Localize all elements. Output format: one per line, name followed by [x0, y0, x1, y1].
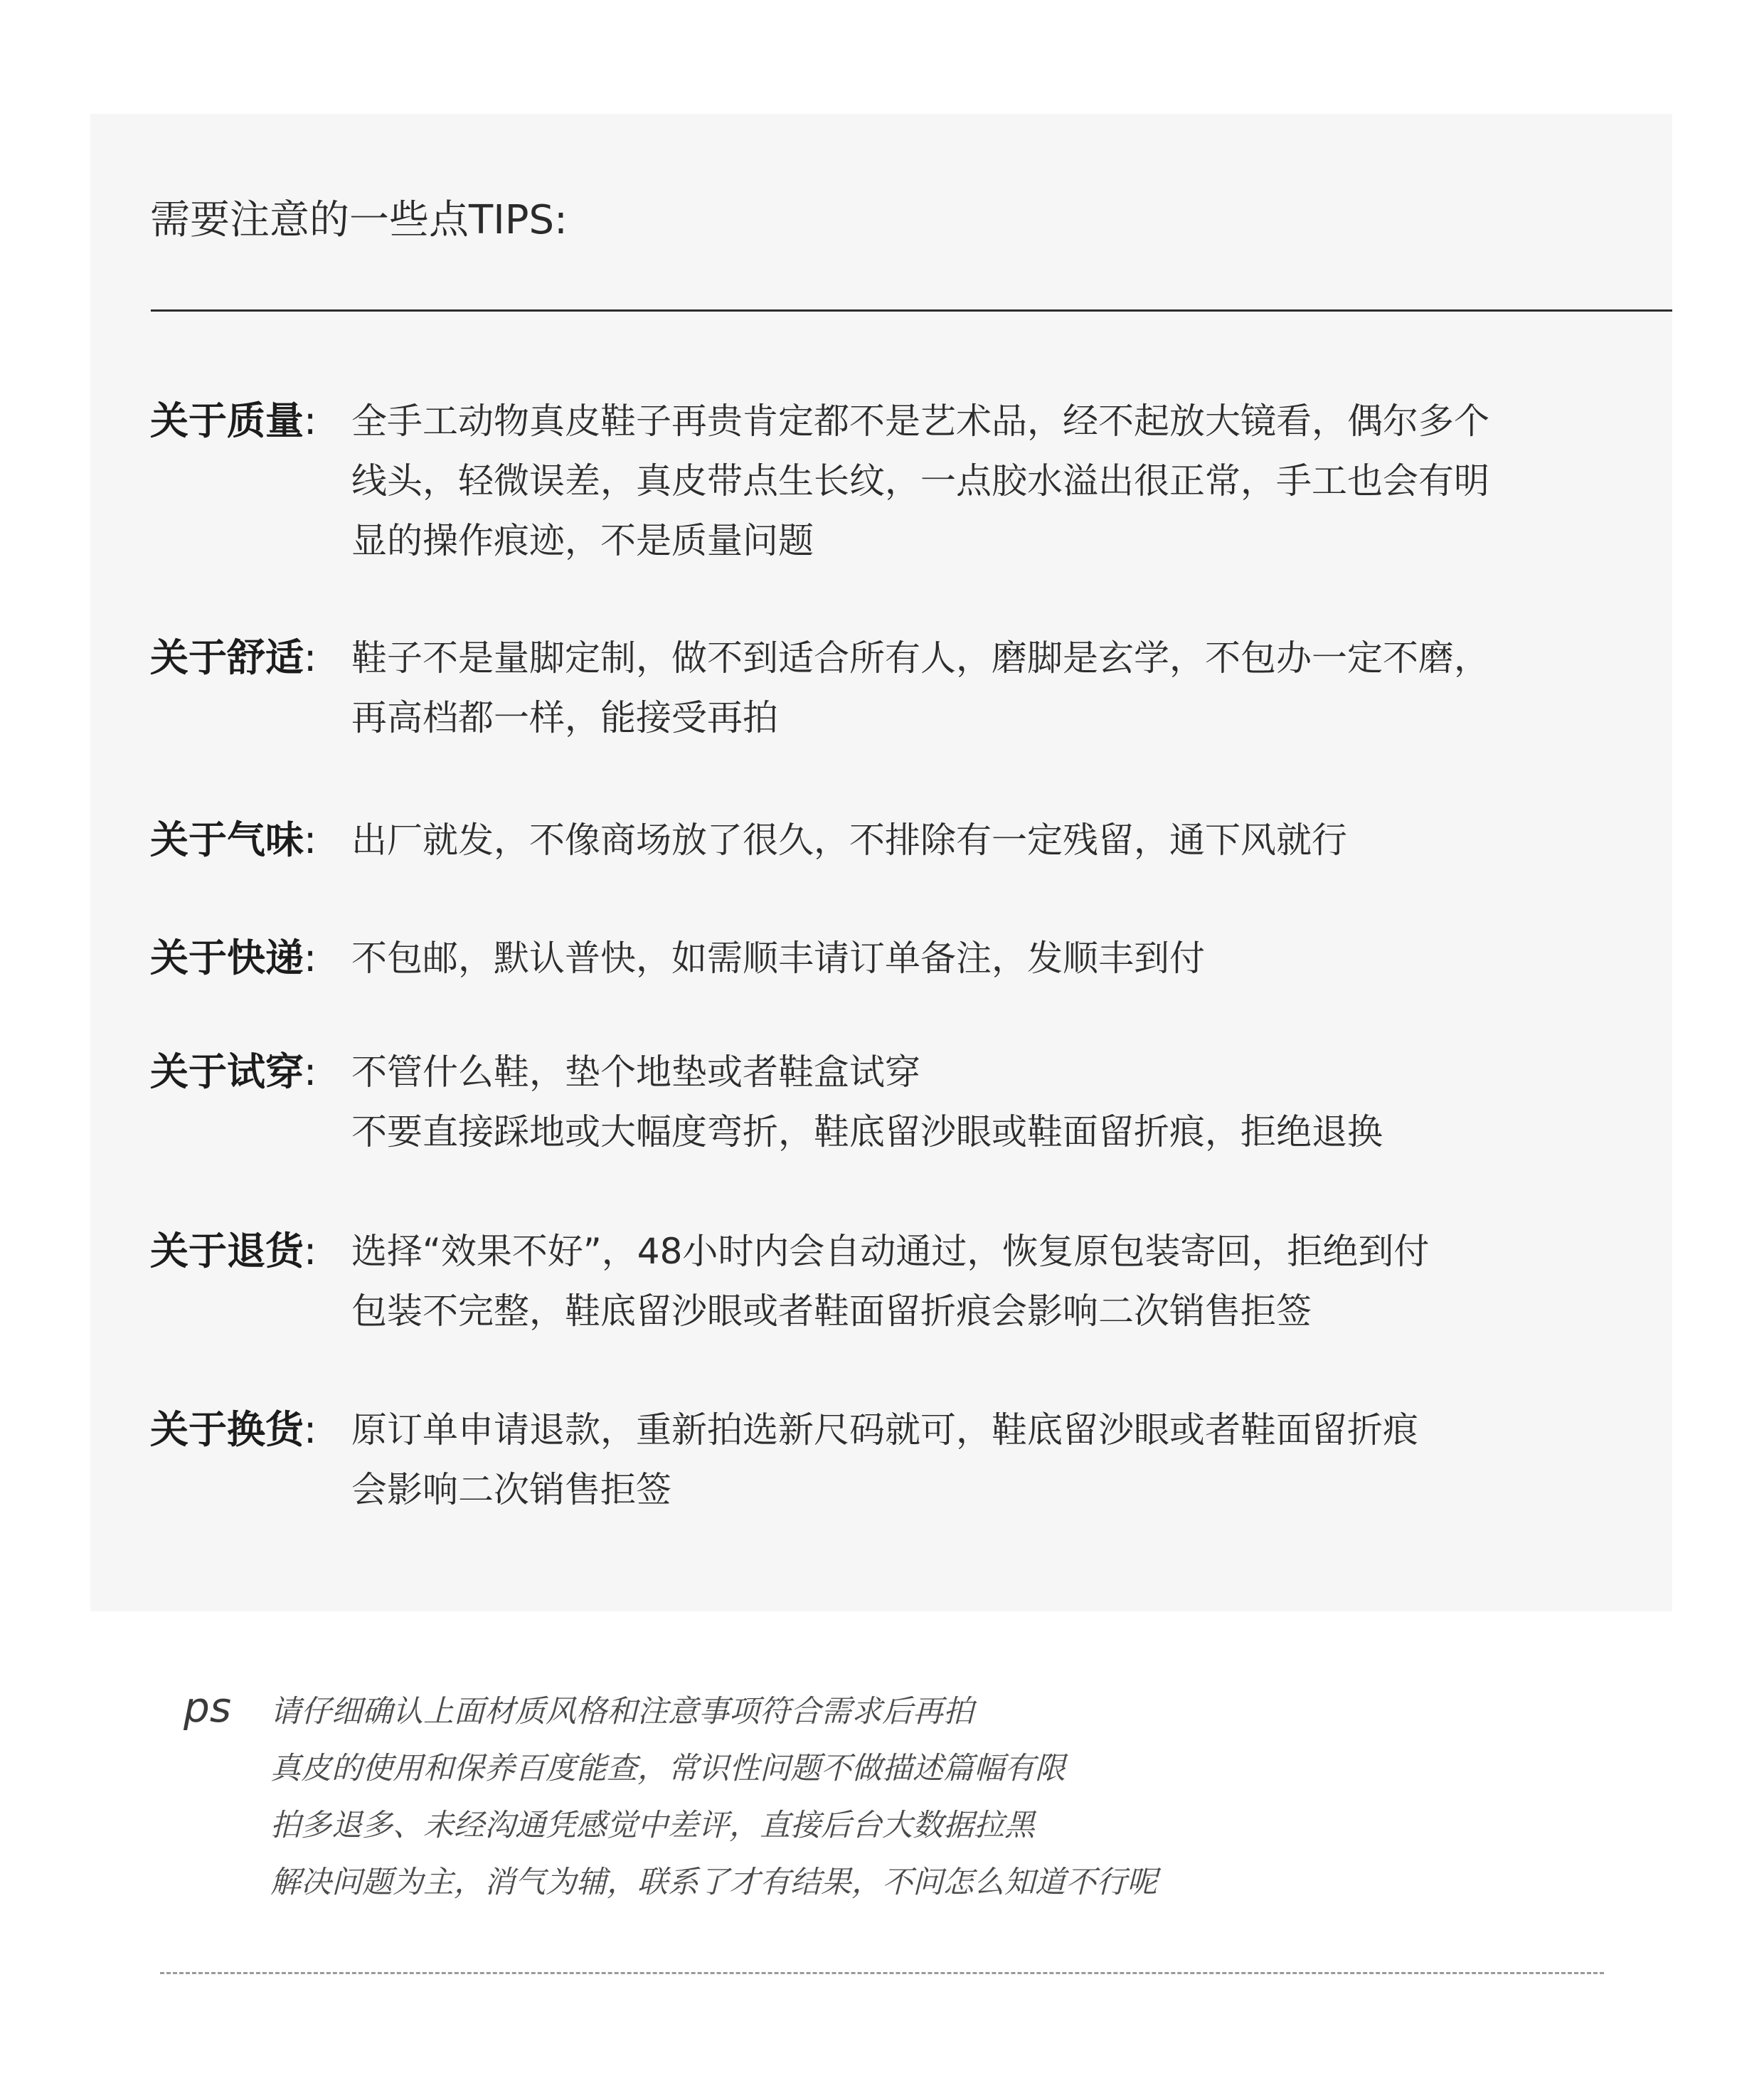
tips-panel — [90, 114, 1672, 1611]
ps-line: 真皮的使用和保养百度能查，常识性问题不做描述篇幅有限 — [270, 1751, 1066, 1786]
tip-label — [150, 1400, 317, 1460]
tip-line: 线头，轻微误差，真皮带点生长纹，一点胶水溢出很正常，手工也会有明 — [351, 460, 1489, 502]
tip-label-text: 关于退货 — [150, 1229, 304, 1273]
tip-label — [150, 391, 317, 451]
tip-label-text: 关于质量 — [150, 398, 304, 443]
header-divider — [151, 309, 1672, 312]
tip-label — [150, 810, 317, 870]
tip-label-text: 关于舒适 — [150, 635, 304, 680]
dashed-divider — [160, 1972, 1604, 1974]
tip-label-text: 关于试穿 — [150, 1049, 304, 1094]
label-colon: : — [304, 936, 317, 980]
tip-label — [150, 928, 317, 988]
label-colon: : — [304, 1229, 317, 1273]
tip-line: 原订单申请退款，重新拍选新尺码就可，鞋底留沙眼或者鞋面留折痕 — [351, 1409, 1418, 1451]
tip-line: 不包邮，默认普快，如需顺丰请订单备注，发顺丰到付 — [351, 938, 1205, 979]
ps-text — [270, 1683, 1551, 1911]
tip-line: 会影响二次销售拒签 — [351, 1469, 671, 1510]
tip-line: 全手工动物真皮鞋子再贵肯定都不是艺术品，经不起放大镜看，偶尔多个 — [351, 401, 1489, 442]
tip-label-text: 关于快递 — [150, 936, 304, 980]
tip-text — [351, 810, 1646, 870]
tip-line: 不要直接踩地或大幅度弯折，鞋底留沙眼或鞋面留折痕，拒绝退换 — [351, 1111, 1383, 1152]
tip-text — [351, 928, 1646, 988]
ps-line: 解决问题为主，消气为辅，联系了才有结果，不问怎么知道不行呢 — [270, 1865, 1157, 1900]
tip-label-text: 关于换货 — [150, 1407, 304, 1452]
tip-line: 选择“效果不好”，48小时内会自动通过，恢复原包装寄回，拒绝到付 — [351, 1231, 1430, 1272]
label-colon: : — [304, 398, 317, 443]
tip-label — [150, 1042, 317, 1102]
tip-line: 显的操作痕迹，不是质量问题 — [351, 520, 814, 561]
tip-text — [351, 391, 1646, 571]
tip-text — [351, 1042, 1646, 1162]
tip-line: 出厂就发，不像商场放了很久，不排除有一定残留，通下风就行 — [351, 820, 1347, 861]
ps-mark: ps — [184, 1683, 232, 1732]
tip-line: 鞋子不是量脚定制，做不到适合所有人，磨脚是玄学，不包办一定不磨， — [351, 637, 1489, 679]
tip-text — [351, 1221, 1646, 1341]
tip-line: 包装不完整，鞋底留沙眼或者鞋面留折痕会影响二次销售拒签 — [351, 1290, 1312, 1332]
ps-line: 拍多退多、未经沟通凭感觉中差评，直接后台大数据拉黑 — [270, 1808, 1035, 1843]
label-colon: : — [304, 817, 317, 862]
tip-label-text: 关于气味 — [150, 817, 304, 862]
label-colon: : — [304, 1407, 317, 1452]
tip-line: 不管什么鞋，垫个地垫或者鞋盒试穿 — [351, 1051, 920, 1093]
tips-header: 需要注意的一些点TIPS: — [150, 197, 568, 243]
ps-line: 请仔细确认上面材质风格和注意事项符合需求后再拍 — [270, 1694, 974, 1729]
label-colon: : — [304, 1049, 317, 1094]
tip-label — [150, 628, 317, 688]
label-colon: : — [304, 635, 317, 680]
tip-line: 再高档都一样，能接受再拍 — [351, 697, 778, 738]
tip-text — [351, 1400, 1646, 1520]
tip-label — [150, 1221, 317, 1281]
tip-text — [351, 628, 1646, 748]
